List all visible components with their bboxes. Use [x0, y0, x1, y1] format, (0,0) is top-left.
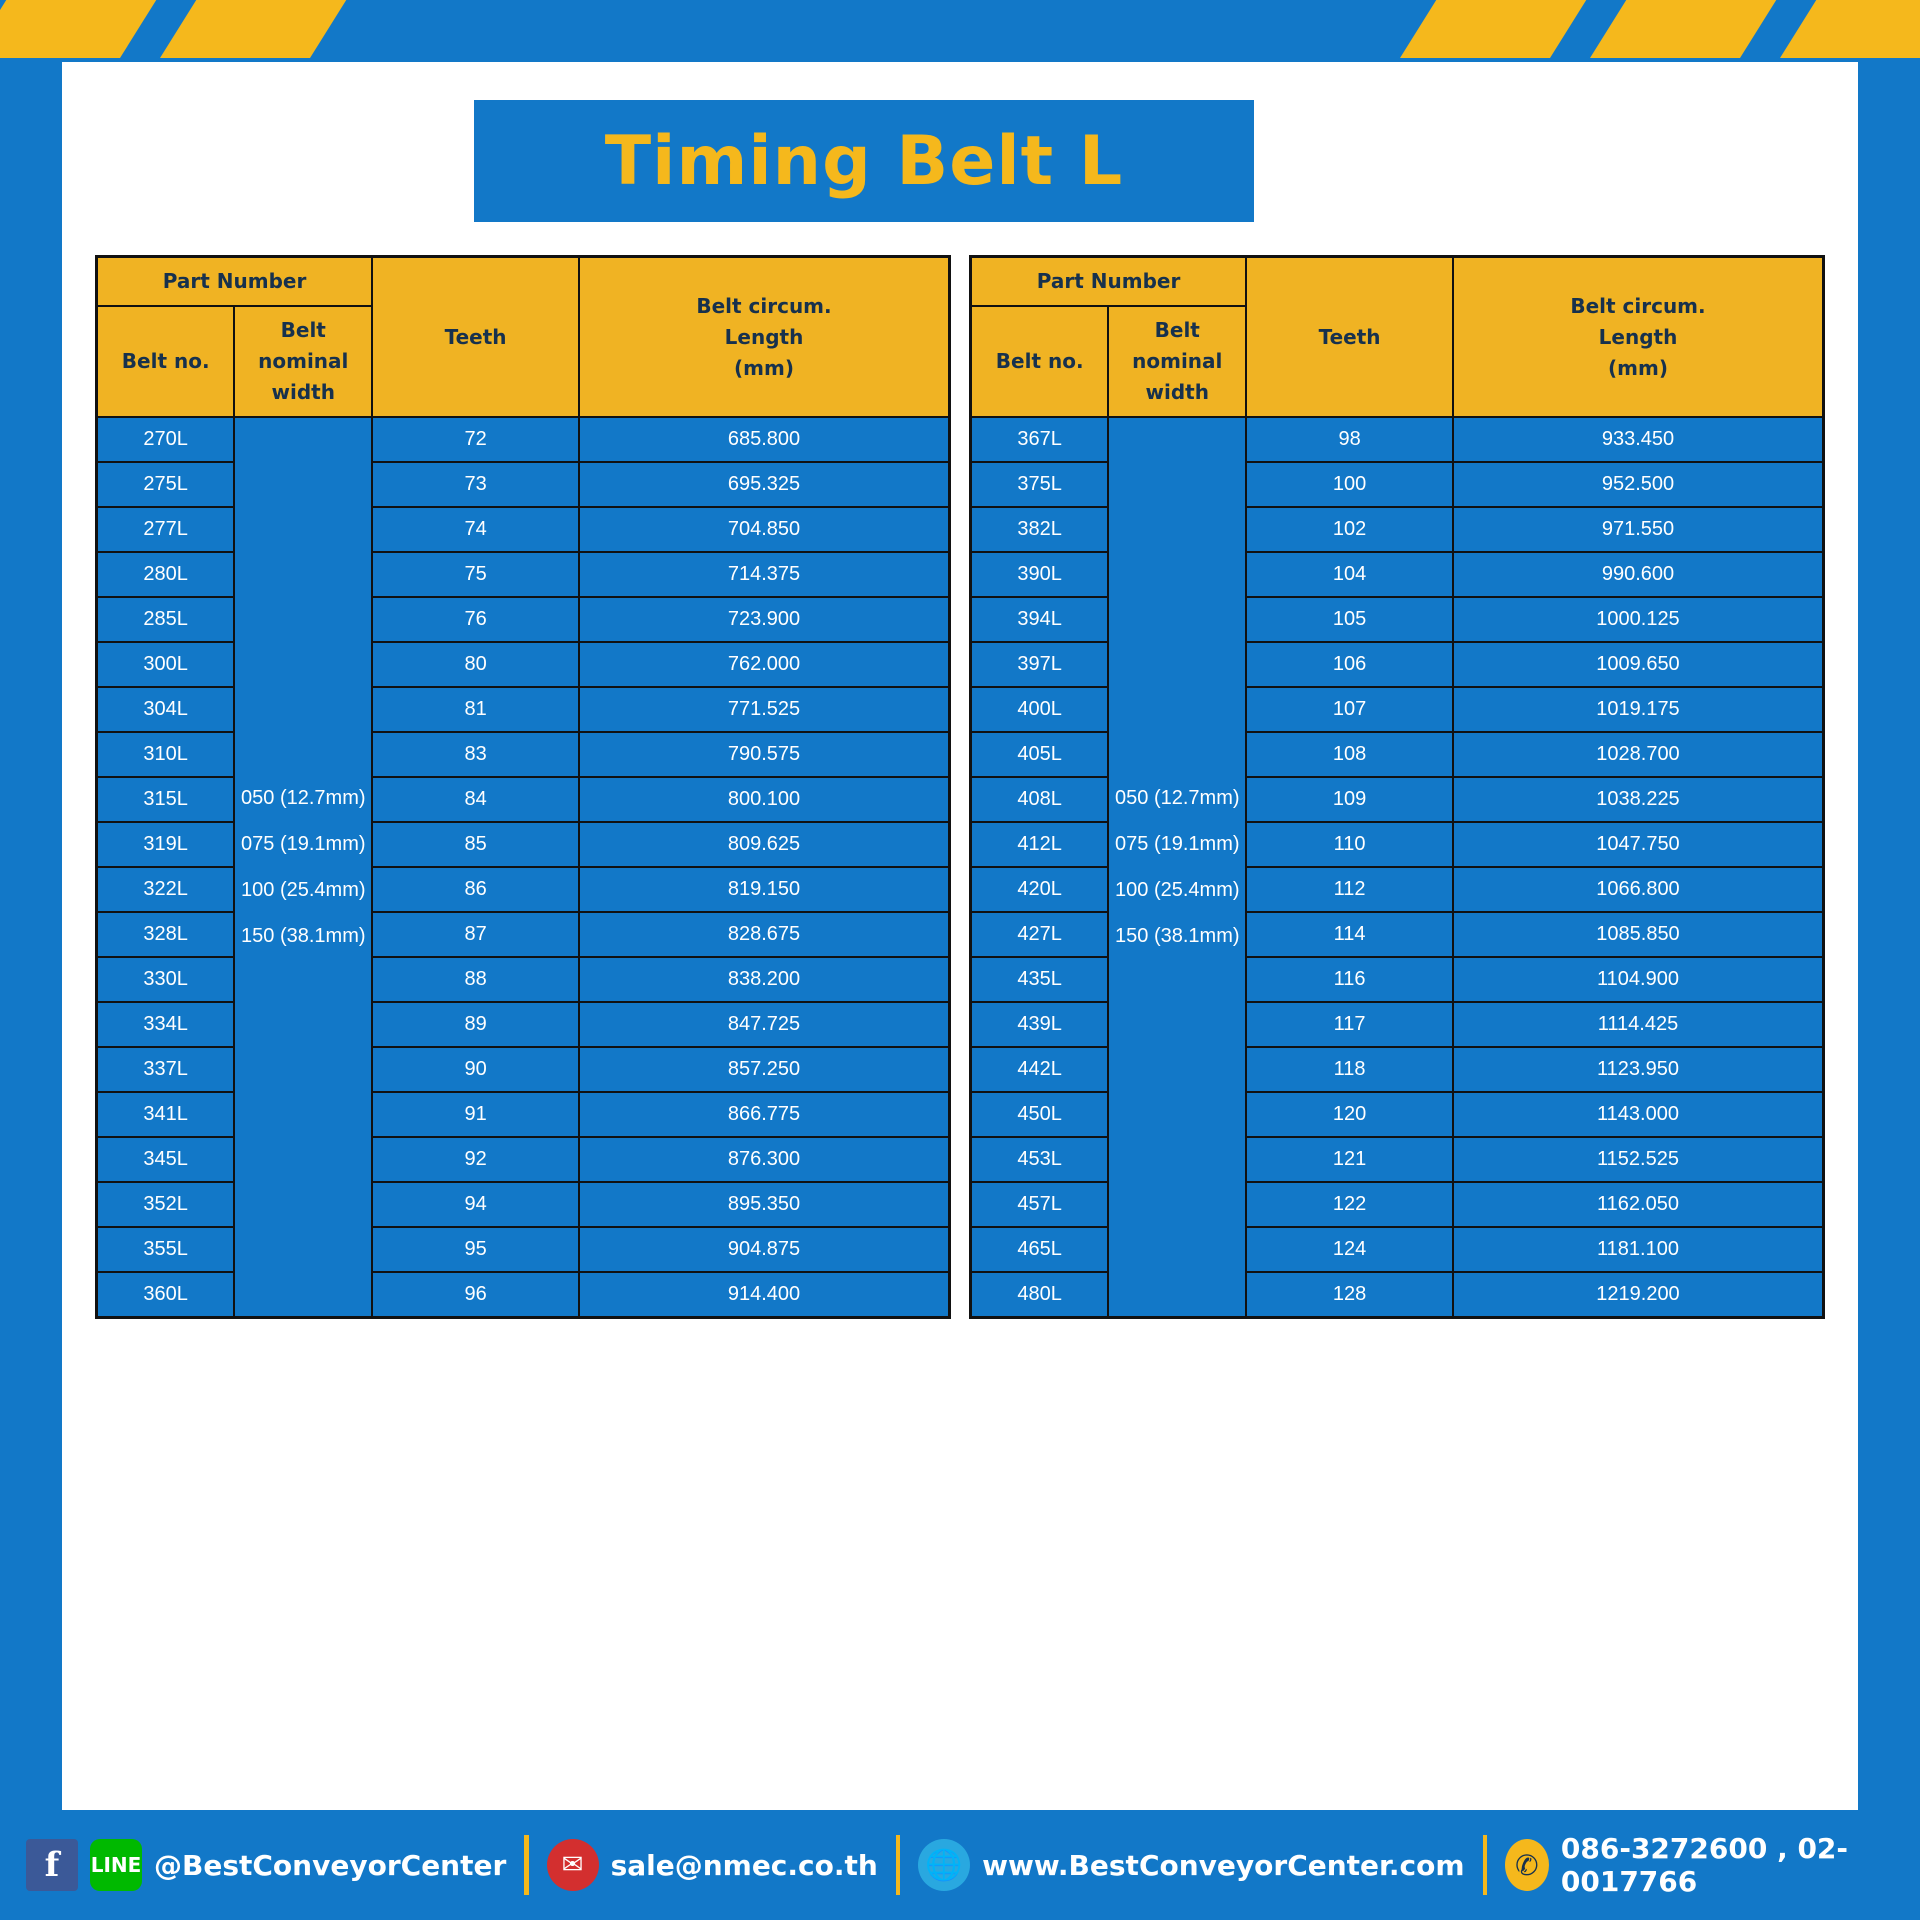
cell-length: 828.675	[579, 912, 950, 957]
cell-teeth: 118	[1246, 1047, 1453, 1092]
cell-belt-no: 390L	[971, 552, 1109, 597]
table-row	[97, 1002, 950, 1047]
cell-length: 933.450	[1453, 417, 1824, 462]
table-row	[97, 912, 950, 957]
table-row	[97, 1272, 950, 1317]
cell-length: 819.150	[579, 867, 950, 912]
cell-teeth: 102	[1246, 507, 1453, 552]
cell-teeth: 73	[372, 462, 579, 507]
table-row	[97, 462, 950, 507]
header-teeth: Teeth	[1246, 257, 1453, 418]
header-belt-circum-line2: Length	[724, 324, 804, 349]
cell-belt-no: 285L	[97, 597, 235, 642]
table-row	[97, 957, 950, 1002]
cell-length: 847.725	[579, 1002, 950, 1047]
table-row	[971, 912, 1824, 957]
cell-length: 866.775	[579, 1092, 950, 1137]
cell-belt-no: 304L	[97, 687, 235, 732]
cell-length: 895.350	[579, 1182, 950, 1227]
cell-teeth: 106	[1246, 642, 1453, 687]
cell-teeth: 109	[1246, 777, 1453, 822]
table-row	[97, 1227, 950, 1272]
phone-icon[interactable]: ✆	[1505, 1839, 1549, 1891]
cell-belt-no: 397L	[971, 642, 1109, 687]
cell-teeth: 75	[372, 552, 579, 597]
table-row	[971, 867, 1824, 912]
cell-teeth: 80	[372, 642, 579, 687]
cell-length: 1181.100	[1453, 1227, 1824, 1272]
table-left-head	[97, 257, 950, 418]
cell-belt-no: 408L	[971, 777, 1109, 822]
cell-teeth: 83	[372, 732, 579, 777]
cell-belt-no: 465L	[971, 1227, 1109, 1272]
cell-teeth: 90	[372, 1047, 579, 1092]
cell-belt-no: 319L	[97, 822, 235, 867]
cell-length: 1066.800	[1453, 867, 1824, 912]
cell-teeth: 116	[1246, 957, 1453, 1002]
cell-belt-no: 405L	[971, 732, 1109, 777]
cell-length: 809.625	[579, 822, 950, 867]
cell-length: 1152.525	[1453, 1137, 1824, 1182]
cell-length: 1038.225	[1453, 777, 1824, 822]
table-left-head-row-1	[97, 257, 950, 307]
header-belt-circum-line3: (mm)	[1608, 355, 1668, 380]
header-belt-width-line2: width	[1145, 380, 1209, 404]
tables-wrapper	[95, 255, 1825, 1319]
cell-length: 704.850	[579, 507, 950, 552]
cell-length: 723.900	[579, 597, 950, 642]
table-row	[971, 1182, 1824, 1227]
cell-teeth: 104	[1246, 552, 1453, 597]
header-belt-no: Belt no.	[97, 306, 235, 417]
cell-belt-no: 352L	[97, 1182, 235, 1227]
footer-email[interactable]	[547, 1839, 878, 1891]
cell-teeth: 96	[372, 1272, 579, 1317]
width-option-3: 150 (38.1mm)	[1115, 924, 1240, 947]
cell-teeth: 94	[372, 1182, 579, 1227]
cell-belt-no: 310L	[97, 732, 235, 777]
cell-length: 904.875	[579, 1227, 950, 1272]
table-row	[97, 417, 950, 462]
cell-teeth: 112	[1246, 867, 1453, 912]
header-belt-nominal-width	[234, 306, 372, 417]
table-row	[971, 642, 1824, 687]
width-option-2: 100 (25.4mm)	[241, 878, 366, 901]
table-row	[97, 642, 950, 687]
cell-belt-no: 345L	[97, 1137, 235, 1182]
content-card	[62, 62, 1858, 1810]
header-belt-circum	[1453, 257, 1824, 418]
cell-belt-no: 300L	[97, 642, 235, 687]
cell-teeth: 84	[372, 777, 579, 822]
cell-teeth: 107	[1246, 687, 1453, 732]
header-belt-circum-line3: (mm)	[734, 355, 794, 380]
email-icon[interactable]: ✉	[547, 1839, 599, 1891]
cell-belt-no: 315L	[97, 777, 235, 822]
cell-teeth: 117	[1246, 1002, 1453, 1047]
cell-belt-no: 435L	[971, 957, 1109, 1002]
cell-length: 1000.125	[1453, 597, 1824, 642]
width-option-0: 050 (12.7mm)	[241, 786, 366, 809]
cell-belt-no: 337L	[97, 1047, 235, 1092]
cell-belt-no: 277L	[97, 507, 235, 552]
footer-website[interactable]	[918, 1839, 1464, 1891]
table-row	[97, 1092, 950, 1137]
cell-belt-no: 367L	[971, 417, 1109, 462]
cell-length: 714.375	[579, 552, 950, 597]
footer-divider-1	[524, 1835, 528, 1895]
table-row	[97, 687, 950, 732]
table-row	[971, 687, 1824, 732]
cell-teeth: 122	[1246, 1182, 1453, 1227]
cell-length: 1114.425	[1453, 1002, 1824, 1047]
footer-phone[interactable]	[1505, 1832, 1920, 1898]
cell-teeth: 87	[372, 912, 579, 957]
table-row	[97, 822, 950, 867]
cell-belt-no: 341L	[97, 1092, 235, 1137]
table-row	[971, 1227, 1824, 1272]
cell-length: 838.200	[579, 957, 950, 1002]
cell-length: 1162.050	[1453, 1182, 1824, 1227]
cell-belt-no: 275L	[97, 462, 235, 507]
cell-length: 1104.900	[1453, 957, 1824, 1002]
cell-length: 876.300	[579, 1137, 950, 1182]
cell-teeth: 92	[372, 1137, 579, 1182]
page-title-text: Timing Belt L	[604, 121, 1124, 201]
cell-teeth: 121	[1246, 1137, 1453, 1182]
cell-length: 790.575	[579, 732, 950, 777]
table-row	[971, 957, 1824, 1002]
cell-length: 971.550	[1453, 507, 1824, 552]
table-row	[971, 1272, 1824, 1317]
table-right-body	[971, 417, 1824, 1317]
cell-length: 685.800	[579, 417, 950, 462]
footer-contact-bar	[0, 1810, 1920, 1920]
cell-belt-no: 420L	[971, 867, 1109, 912]
cell-teeth: 81	[372, 687, 579, 732]
cell-belt-no: 394L	[971, 597, 1109, 642]
width-option-0: 050 (12.7mm)	[1115, 786, 1240, 809]
line-icon[interactable]: LINE	[90, 1839, 142, 1891]
header-part-number: Part Number	[97, 257, 373, 307]
cell-length: 990.600	[1453, 552, 1824, 597]
table-row	[97, 1182, 950, 1227]
cell-belt-no: 334L	[97, 1002, 235, 1047]
table-row	[971, 552, 1824, 597]
cell-teeth: 124	[1246, 1227, 1453, 1272]
width-option-1: 075 (19.1mm)	[241, 832, 366, 855]
header-belt-circum-line1: Belt circum.	[696, 293, 832, 318]
table-row	[97, 1047, 950, 1092]
cell-belt-no: 453L	[971, 1137, 1109, 1182]
footer-divider-3	[1483, 1835, 1487, 1895]
table-row	[97, 732, 950, 777]
cell-teeth: 128	[1246, 1272, 1453, 1317]
footer-divider-2	[896, 1835, 900, 1895]
cell-belt-no: 442L	[971, 1047, 1109, 1092]
cell-length: 1219.200	[1453, 1272, 1824, 1317]
table-left-body	[97, 417, 950, 1317]
cell-belt-no: 439L	[971, 1002, 1109, 1047]
cell-teeth: 120	[1246, 1092, 1453, 1137]
cell-teeth: 85	[372, 822, 579, 867]
header-belt-width-line1: Belt nominal	[1132, 318, 1223, 373]
width-option-2: 100 (25.4mm)	[1115, 878, 1240, 901]
header-belt-width-line2: width	[271, 380, 335, 404]
cell-belt-no: 375L	[971, 462, 1109, 507]
cell-teeth: 100	[1246, 462, 1453, 507]
cell-length: 914.400	[579, 1272, 950, 1317]
table-row	[97, 1137, 950, 1182]
cell-length: 1047.750	[1453, 822, 1824, 867]
facebook-icon[interactable]: f	[26, 1839, 78, 1891]
table-row	[97, 552, 950, 597]
cell-teeth: 95	[372, 1227, 579, 1272]
cell-belt-no: 412L	[971, 822, 1109, 867]
table-row	[971, 1002, 1824, 1047]
facebook-handle[interactable]: @BestConveyorCenter	[154, 1848, 507, 1882]
width-option-3: 150 (38.1mm)	[241, 924, 366, 947]
cell-length: 952.500	[1453, 462, 1824, 507]
cell-length: 1009.650	[1453, 642, 1824, 687]
table-row	[971, 777, 1824, 822]
cell-length: 1028.700	[1453, 732, 1824, 777]
cell-length: 1143.000	[1453, 1092, 1824, 1137]
table-row	[97, 507, 950, 552]
cell-length: 857.250	[579, 1047, 950, 1092]
phone-number[interactable]: 086-3272600 , 02-0017766	[1560, 1832, 1849, 1898]
cell-length: 800.100	[579, 777, 950, 822]
cell-belt-no: 400L	[971, 687, 1109, 732]
header-belt-nominal-width	[1108, 306, 1246, 417]
footer-social[interactable]	[0, 1839, 506, 1891]
cell-length: 695.325	[579, 462, 950, 507]
table-row	[971, 732, 1824, 777]
cell-belt-width	[234, 417, 372, 1317]
belt-table-right	[969, 255, 1825, 1319]
header-teeth: Teeth	[372, 257, 579, 418]
email-address[interactable]: sale@nmec.co.th	[610, 1848, 878, 1882]
table-row	[971, 822, 1824, 867]
top-chevron-band	[0, 0, 1920, 58]
cell-belt-no: 360L	[97, 1272, 235, 1317]
table-right-head-row-1	[971, 257, 1824, 307]
header-belt-circum-line1: Belt circum.	[1570, 293, 1706, 318]
cell-teeth: 86	[372, 867, 579, 912]
header-belt-circum-line2: Length	[1598, 324, 1678, 349]
cell-belt-no: 450L	[971, 1092, 1109, 1137]
cell-belt-no: 328L	[97, 912, 235, 957]
cell-length: 1123.950	[1453, 1047, 1824, 1092]
cell-belt-no: 382L	[971, 507, 1109, 552]
cell-belt-width	[1108, 417, 1246, 1317]
page-title	[474, 100, 1254, 222]
cell-teeth: 76	[372, 597, 579, 642]
cell-belt-no: 427L	[971, 912, 1109, 957]
cell-teeth: 108	[1246, 732, 1453, 777]
header-part-number: Part Number	[971, 257, 1247, 307]
table-right-head	[971, 257, 1824, 418]
width-option-1: 075 (19.1mm)	[1115, 832, 1240, 855]
cell-belt-no: 457L	[971, 1182, 1109, 1227]
header-belt-no: Belt no.	[971, 306, 1109, 417]
table-row	[971, 417, 1824, 462]
cell-teeth: 91	[372, 1092, 579, 1137]
table-row	[97, 597, 950, 642]
cell-length: 771.525	[579, 687, 950, 732]
cell-belt-no: 280L	[97, 552, 235, 597]
table-row	[97, 867, 950, 912]
cell-teeth: 88	[372, 957, 579, 1002]
cell-teeth: 110	[1246, 822, 1453, 867]
cell-teeth: 72	[372, 417, 579, 462]
cell-teeth: 89	[372, 1002, 579, 1047]
table-row	[971, 507, 1824, 552]
table-row	[971, 1092, 1824, 1137]
cell-teeth: 114	[1246, 912, 1453, 957]
cell-teeth: 98	[1246, 417, 1453, 462]
table-row	[971, 597, 1824, 642]
header-belt-width-line1: Belt nominal	[258, 318, 349, 373]
cell-length: 1019.175	[1453, 687, 1824, 732]
belt-table-left	[95, 255, 951, 1319]
cell-belt-no: 355L	[97, 1227, 235, 1272]
cell-teeth: 105	[1246, 597, 1453, 642]
table-row	[971, 1137, 1824, 1182]
cell-belt-no: 330L	[97, 957, 235, 1002]
table-row	[97, 777, 950, 822]
website-url[interactable]: www.BestConveyorCenter.com	[982, 1848, 1465, 1882]
globe-icon[interactable]: 🌐	[918, 1839, 970, 1891]
table-row	[971, 462, 1824, 507]
cell-belt-no: 270L	[97, 417, 235, 462]
cell-belt-no: 480L	[971, 1272, 1109, 1317]
cell-length: 1085.850	[1453, 912, 1824, 957]
header-belt-circum	[579, 257, 950, 418]
cell-teeth: 74	[372, 507, 579, 552]
cell-length: 762.000	[579, 642, 950, 687]
table-row	[971, 1047, 1824, 1092]
cell-belt-no: 322L	[97, 867, 235, 912]
